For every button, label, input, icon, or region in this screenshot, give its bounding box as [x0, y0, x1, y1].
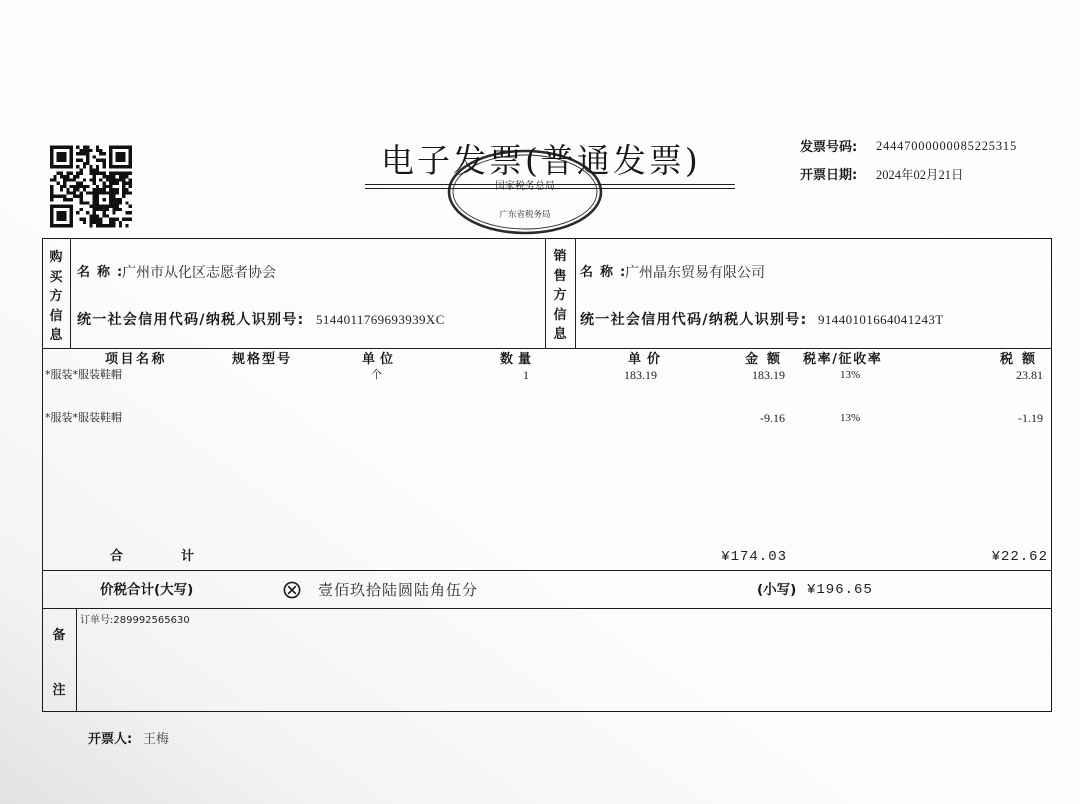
grand-total-lower-amount: ¥196.65: [807, 582, 873, 598]
seller-section-label: 销售方信息: [553, 249, 567, 342]
invoice-table: [42, 238, 1052, 712]
table-row-1-price: 183.19: [624, 368, 657, 382]
col-header-tax: 税额: [1000, 352, 1045, 367]
issuer-name: 王梅: [143, 732, 170, 747]
remarks-label: 备注: [52, 628, 66, 698]
cross-circle-x: [288, 586, 296, 594]
items-section-bottom-line: [42, 570, 1052, 571]
grand-total-lower-label: (小写): [757, 582, 797, 598]
total-tax: ¥22.62: [991, 549, 1048, 565]
buyer-tax-id-label: 统一社会信用代码/纳税人识别号:: [77, 312, 305, 328]
table-row-1-amount: 183.19: [752, 368, 785, 382]
col-header-qty: 数量: [500, 352, 537, 367]
total-label: 合计: [110, 549, 253, 564]
table-row-1-qty: 1: [523, 368, 529, 382]
qr-code: [50, 145, 132, 228]
seal-text-bottom: 广东省税务局: [499, 210, 551, 220]
col-header-amount: 金额: [745, 352, 790, 367]
seal-text-top: 国家税务总局: [495, 181, 555, 192]
invoice-title: 电子发票(普通发票): [381, 141, 701, 180]
grand-total-upper-amount: 壹佰玖拾陆圆陆角伍分: [318, 581, 479, 599]
total-amount: ¥174.03: [721, 549, 787, 565]
issue-date-label: 开票日期:: [800, 168, 858, 183]
party-section-bottom-line: [42, 348, 1052, 349]
remarks-label-divider: [76, 608, 77, 712]
seller-name-label: 名称:: [580, 265, 633, 280]
buyer-seller-divider: [545, 238, 546, 348]
grand-total-bottom-line: [42, 608, 1052, 609]
table-row-1-tax-rate: 13%: [840, 369, 861, 381]
col-header-item-name: 项目名称: [105, 352, 168, 367]
remarks-text: 订单号:289992565630: [80, 615, 190, 626]
buyer-name: 广州市从化区志愿者协会: [122, 265, 276, 281]
table-row-2-item-name: *服装*服装鞋帽: [45, 411, 122, 424]
table-row-1-tax: 23.81: [1016, 368, 1043, 382]
issuer-label: 开票人:: [88, 732, 133, 747]
col-header-tax-rate: 税率/征收率: [803, 352, 883, 367]
seller-name: 广州晶东贸易有限公司: [625, 265, 765, 281]
seller-tax-id-label: 统一社会信用代码/纳税人识别号:: [580, 312, 808, 328]
invoice-number: 24447000000085225315: [876, 139, 1017, 153]
invoice-number-label: 发票号码:: [800, 140, 858, 155]
buyer-section-label: 购买方信息: [49, 250, 63, 343]
title-underline-bottom: [365, 188, 735, 189]
col-header-unit: 单位: [362, 352, 399, 367]
buyer-tax-id: 5144011769693939XC: [316, 312, 445, 327]
table-row-2-tax-rate: 13%: [840, 412, 861, 424]
col-header-spec: 规格型号: [232, 352, 293, 367]
seller-tax-id: 91440101664041243T: [818, 312, 944, 327]
seller-label-divider: [575, 238, 576, 348]
issue-date: 2024年02月21日: [876, 168, 964, 182]
table-row-1-unit: 个: [371, 368, 382, 381]
buyer-label-divider: [70, 238, 71, 348]
table-row-2-tax: -1.19: [1018, 411, 1043, 425]
col-header-price: 单价: [628, 352, 667, 367]
buyer-name-label: 名称:: [77, 265, 130, 280]
title-underline-top: [365, 184, 735, 185]
table-row-1-item-name: *服装*服装鞋帽: [45, 368, 122, 381]
table-row-2-amount: -9.16: [760, 411, 785, 425]
grand-total-upper-label: 价税合计(大写): [100, 582, 194, 598]
cross-circle-icon: [283, 581, 301, 599]
